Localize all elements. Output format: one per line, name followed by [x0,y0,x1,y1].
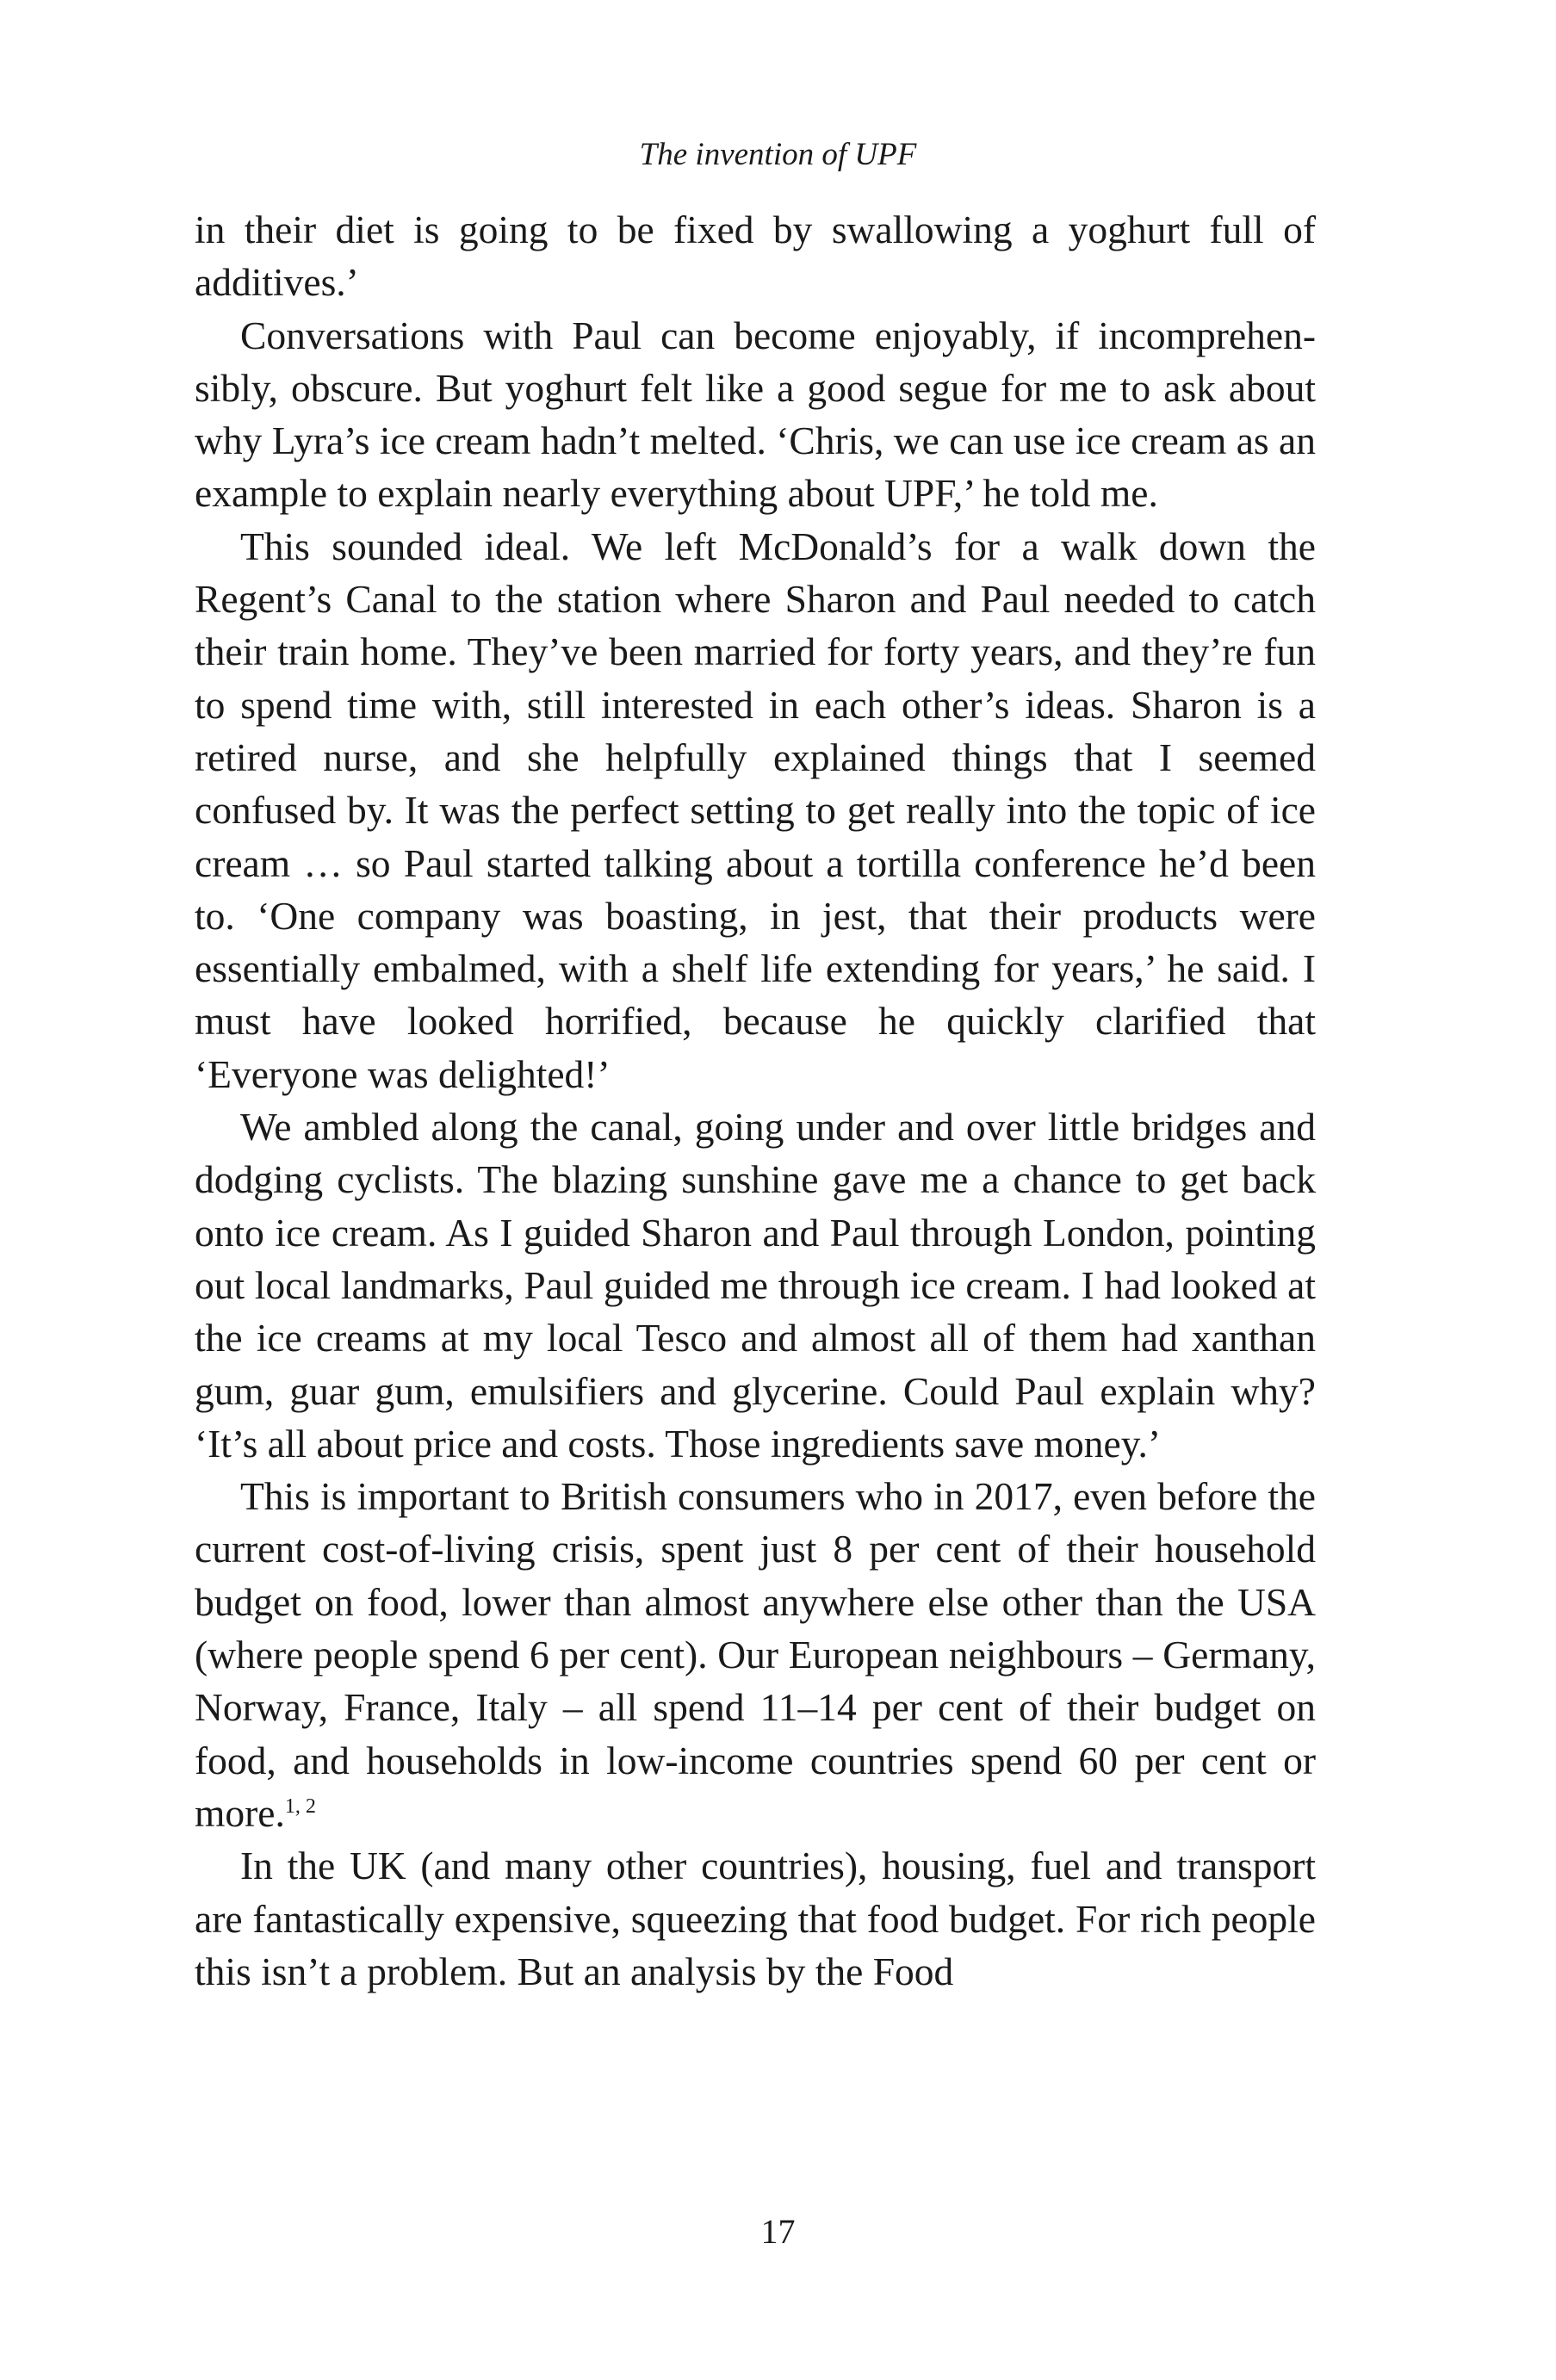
paragraph-4: We ambled along the canal, going under and over little bridges and dodging cyclists. The blazing sunshine gave me a chance to get back onto ice cream. As I guided Sharon and Paul through London, pointing out local landmarks, Paul guided me through ice cream. I had looked at the ice creams at my local Tesco and almost all of them had xanthan gum, guar gum, emulsifiers and glycerine. Could Paul explain why? ‘It’s all about price and costs. Those ingredients save money.’ [195,1105,1316,1466]
page-number: 17 [760,2212,796,2251]
paragraph-3: This sounded ideal. We left McDonald’s for a walk down the Regent’s Canal to the station where Sharon and Paul needed to catch their train home. They’ve been married for forty years, and they’re fun to spend time with, still interested in each other’s ideas. Sharon is a retired nurse, and she helpfully explained things that I seemed confused by. It was the perfect setting to get really into the topic of ice cream … so Paul started talking about a tortilla conference he’d been to. ‘One company was boasting, in jest, that their products were essentially embalmed, with a shelf life extending for years,’ he said. I must have looked horrified, because he quickly clarified that ‘Everyone was delighted!’ [195,524,1316,1096]
paragraph-6: In the UK (and many other countries), housing, fuel and transport are fantastically expensive, squeezing that food budget. For rich people this isn’t a problem. But an analysis by the Food [195,1844,1316,1993]
paragraph-1: in their diet is going to be fixed by swallowing a yoghurt full of additives.’ [195,208,1316,305]
paragraph-5-text: This is important to British consumers who in 2017, even before the current cost-of-living crisis, spent just 8 per cent of their household budget on food, lower than almost anywhere else other than the USA (where people spend 6 per cent). Our European neighbours – Germany, Norway, France, Italy – all spend 11–14 per cent of their budget on food, and households in low-income countries spend 60 per cent or more. [195,1474,1316,1835]
paragraph-5 [195,1470,1316,1839]
footnote-reference[interactable]: 1, 2 [284,1794,316,1818]
paragraph-2: Conversations with Paul can become enjoyably, if incomprehensibly, obscure. But yoghurt felt like a good segue for me to ask about why Lyra’s ice cream hadn’t melted. ‘Chris, we can use ice cream as an example to explain nearly everything about UPF,’ he told me. [195,313,1316,516]
body-text [195,203,1316,1998]
running-head: The invention of UPF [639,137,917,172]
